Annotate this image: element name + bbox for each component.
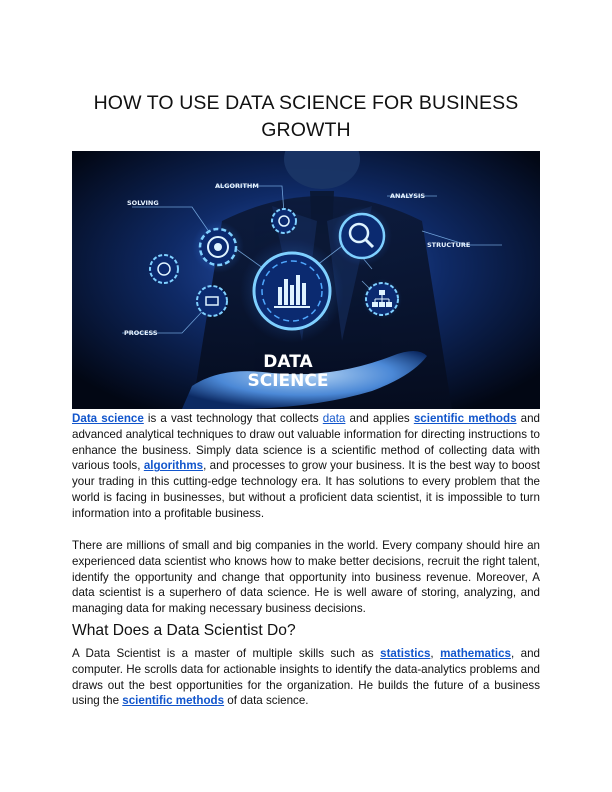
image-banner-line1: DATA xyxy=(263,352,313,372)
structure-network-icon xyxy=(362,279,402,319)
image-banner-line2: SCIENCE xyxy=(247,371,329,391)
p1-text-3: and advanced analytical techniques to draw out valuable information for directing instructions to enhance the business. Simply data science is a scientific method of collecting data with various tools, xyxy=(72,412,540,473)
section-heading: What Does a Data Scientist Do? xyxy=(72,622,296,639)
p3-text-1: A Data Scientist is a master of multiple skills such as xyxy=(72,647,381,660)
page-title: HOW TO USE DATA SCIENCE FOR BUSINESS GROWTH xyxy=(93,92,519,141)
image-label-process: PROCESS xyxy=(124,329,158,337)
search-magnifier-icon xyxy=(332,206,392,266)
intro-paragraph xyxy=(72,411,540,522)
algorithms-link[interactable]: algorithms xyxy=(143,459,204,473)
settings-gear-icon xyxy=(150,255,178,283)
statistics-link[interactable]: statistics xyxy=(380,647,431,660)
p3-text-4: of data science. xyxy=(224,694,309,708)
target-gear-icon xyxy=(192,221,244,273)
scientific-methods-link[interactable]: scientific methods xyxy=(413,412,517,425)
mathematics-link[interactable]: mathematics xyxy=(440,647,511,660)
p3-text-3: , and computer. He scrolls data for actionable insights to identify the data-analytics problems and draws out the best opportunities for the organization. He builds the future of a business using the xyxy=(72,647,540,708)
companies-paragraph: There are millions of small and big companies in the world. Every company should hire an experienced data scientist who knows how to make better decisions, recruit the right talent, identify the opportunity and change that opportunity into business revenue. Moreover, A data scientist is a superhero of data science. He is well aware of storing, analyzing, and managing data for making necessary business decisions. xyxy=(72,539,540,616)
p3-text-2: , xyxy=(430,647,441,660)
gear-icon-small-top xyxy=(272,209,296,233)
gear-icon-large xyxy=(240,239,344,343)
image-label-solving: SOLVING xyxy=(127,199,159,207)
process-gear-icon xyxy=(197,286,227,316)
image-label-analysis: ANALYSIS xyxy=(390,192,426,200)
image-label-algorithm: ALGORITHM xyxy=(215,182,259,190)
data-scientist-paragraph xyxy=(72,646,540,709)
p1-text-2: and applies xyxy=(345,412,414,425)
image-label-structure: STRUCTURE xyxy=(427,241,471,249)
p1-text-4: , and processes to grow your business. It is the best way to boost your trading in this cutting-edge technology era. It has solutions to every problem that the world is facing in businesses, but without a proficient data scientist, it is impossible to turn information into a profitable business. xyxy=(72,459,540,520)
data-link[interactable]: data xyxy=(322,412,346,425)
data-science-link[interactable]: Data science xyxy=(72,412,144,425)
p1-text-1: is a vast technology that collects xyxy=(143,412,323,425)
data-science-hero-image xyxy=(72,151,540,409)
scientific-methods-link-2[interactable]: scientific methods xyxy=(122,694,225,708)
